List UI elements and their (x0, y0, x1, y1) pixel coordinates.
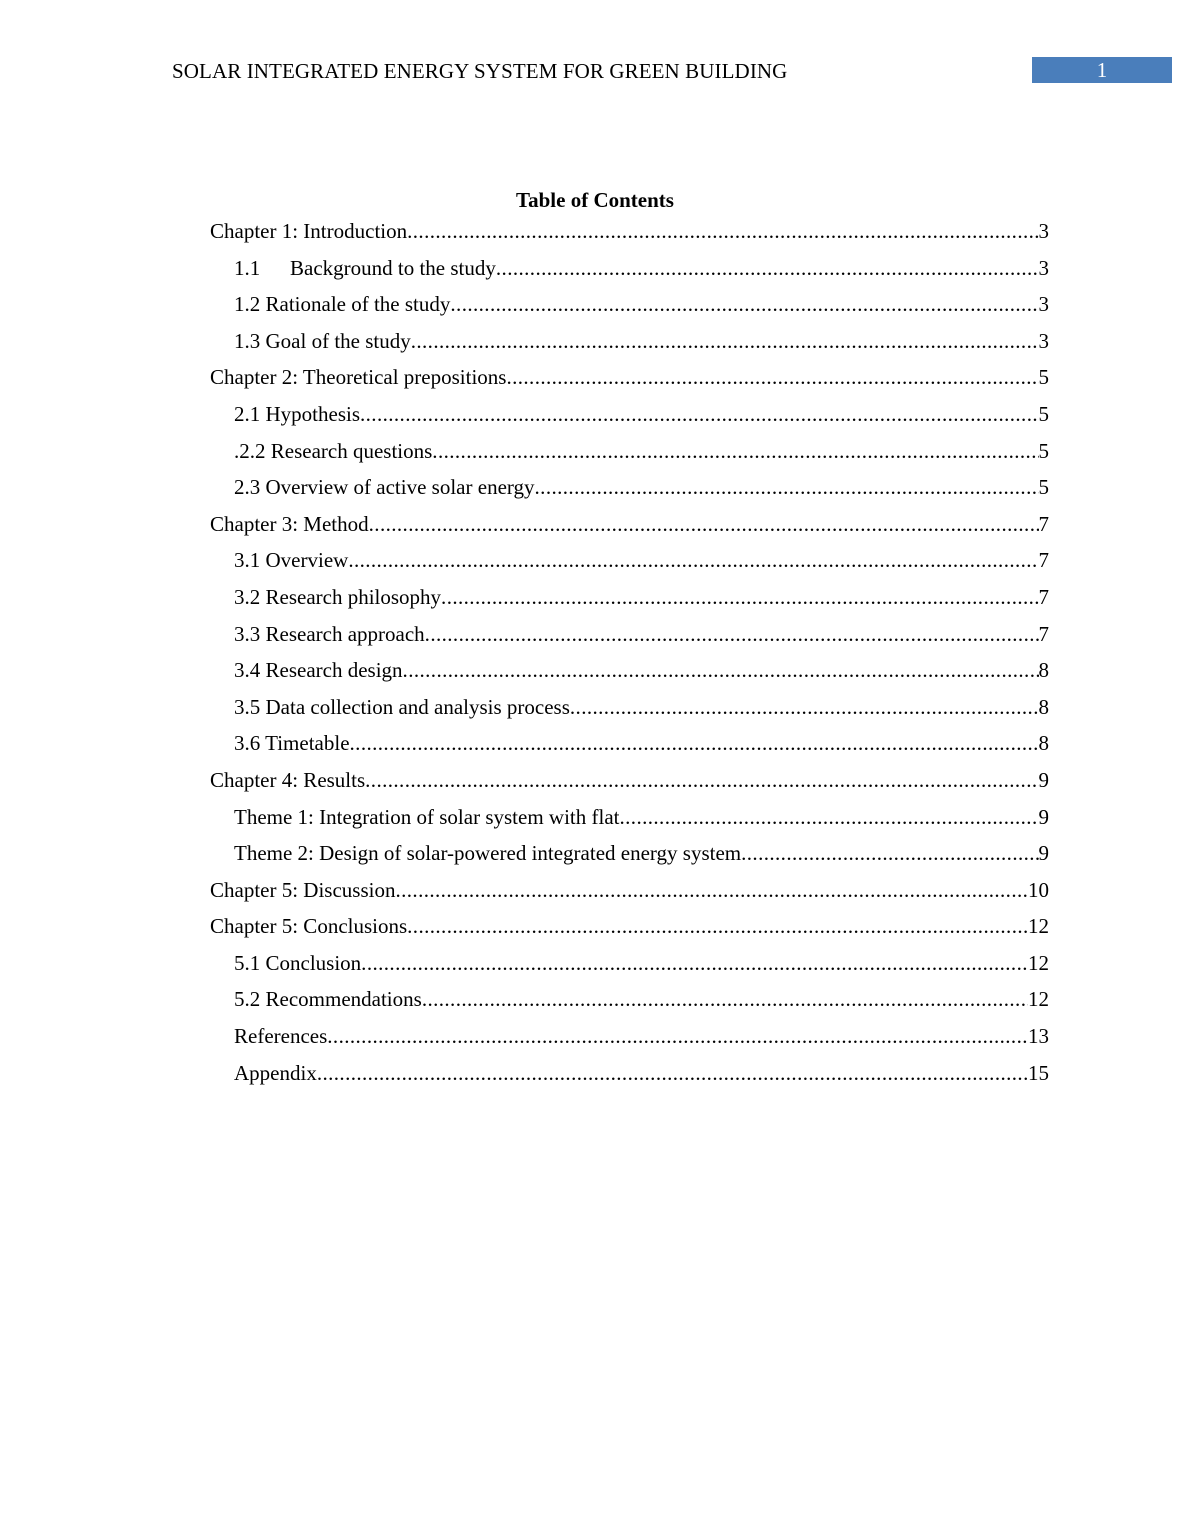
toc-dot-leader (361, 950, 1028, 977)
toc-entry-label: .2.2 Research questions (234, 438, 433, 463)
toc-dot-leader (741, 840, 1038, 867)
toc-dot-leader (365, 767, 1038, 794)
toc-dot-leader (327, 1023, 1028, 1050)
toc-entry-label: Chapter 2: Theoretical prepositions (210, 365, 507, 390)
toc-entry-3-6[interactable] (210, 730, 1049, 767)
toc-entry-text: Background to the study (290, 255, 496, 280)
toc-dot-leader (432, 438, 1038, 465)
toc-entry-label: Chapter 5: Conclusions (210, 914, 408, 939)
toc-entry-chapter-3[interactable] (210, 511, 1049, 548)
toc-dot-leader (317, 1060, 1028, 1087)
toc-entry-chapter-4[interactable] (210, 767, 1049, 804)
toc-dot-leader (535, 474, 1039, 501)
toc-entry-page: 7 (1038, 548, 1049, 573)
toc-heading: Table of Contents (516, 188, 674, 212)
toc-dot-leader (570, 694, 1039, 721)
toc-entry-label: 3.2 Research philosophy (234, 584, 442, 609)
toc-entry-label: Theme 2: Design of solar-powered integrated energy system (234, 841, 742, 866)
table-of-contents (210, 218, 1049, 1096)
toc-entry-2-3[interactable] (210, 474, 1049, 511)
toc-entry-page: 9 (1038, 841, 1049, 866)
toc-entry-page: 10 (1028, 877, 1049, 902)
toc-dot-leader (411, 328, 1039, 355)
toc-entry-page: 3 (1038, 292, 1049, 317)
toc-entry-number: 1.1 (234, 255, 261, 280)
toc-entry-page: 7 (1038, 511, 1049, 536)
toc-entry-3-4[interactable] (210, 657, 1049, 694)
toc-entry-1-2[interactable] (210, 291, 1049, 328)
toc-entry-theme-2[interactable] (210, 840, 1049, 877)
toc-entry-page: 3 (1038, 219, 1049, 243)
toc-dot-leader (425, 621, 1039, 648)
toc-entry-page: 5 (1038, 401, 1049, 426)
toc-dot-leader (441, 584, 1038, 611)
page-number-badge: 1 (1032, 57, 1172, 83)
toc-entry-label: Chapter 1: Introduction (210, 219, 408, 243)
toc-entry-page: 9 (1038, 767, 1049, 792)
toc-entry-label: 3.4 Research design (234, 658, 403, 683)
toc-entry-chapter-5-discussion[interactable] (210, 877, 1049, 914)
toc-entry-5-1[interactable] (210, 950, 1049, 987)
toc-dot-leader (496, 255, 1039, 282)
toc-dot-leader (348, 547, 1038, 574)
toc-dot-leader (360, 401, 1039, 428)
toc-entry-label: Theme 1: Integration of solar system with flat (234, 804, 620, 829)
toc-entry-label: 1.2 Rationale of the study (234, 292, 451, 317)
toc-entry-page: 5 (1038, 438, 1049, 463)
toc-entry-3-3[interactable] (210, 621, 1049, 658)
toc-entry-label: 2.3 Overview of active solar energy (234, 475, 535, 500)
toc-entry-label: Chapter 4: Results (210, 767, 366, 792)
toc-entry-page: 15 (1028, 1060, 1049, 1085)
toc-entry-references[interactable] (210, 1023, 1049, 1060)
toc-entry-page: 3 (1038, 255, 1049, 280)
toc-dot-leader (407, 913, 1028, 940)
toc-entry-label: 3.3 Research approach (234, 621, 425, 646)
toc-entry-page: 3 (1038, 328, 1049, 353)
toc-entry-page: 8 (1038, 694, 1049, 719)
toc-dot-leader (620, 804, 1039, 831)
toc-dot-leader (407, 218, 1038, 245)
toc-entry-page: 9 (1038, 804, 1049, 829)
toc-entry-3-1[interactable] (210, 547, 1049, 584)
toc-entry-label: Appendix (234, 1060, 317, 1085)
toc-entry-label: 5.1 Conclusion (234, 950, 362, 975)
toc-entry-label: Chapter 5: Discussion (210, 877, 396, 902)
toc-dot-leader (422, 986, 1028, 1013)
toc-dot-leader (450, 291, 1038, 318)
toc-entry-label (234, 255, 496, 282)
toc-entry-chapter-2[interactable] (210, 364, 1049, 401)
toc-entry-label: 3.1 Overview (234, 548, 349, 573)
toc-dot-leader (369, 511, 1039, 538)
toc-entry-chapter-1[interactable] (210, 218, 1049, 255)
toc-entry-page: 12 (1028, 914, 1049, 939)
toc-dot-leader (506, 364, 1038, 391)
toc-entry-1-1[interactable] (210, 255, 1049, 292)
toc-entry-page: 8 (1038, 731, 1049, 756)
toc-entry-label: Chapter 3: Method (210, 511, 369, 536)
toc-entry-page: 13 (1028, 1024, 1049, 1049)
toc-entry-page: 7 (1038, 621, 1049, 646)
toc-entry-page: 5 (1038, 475, 1049, 500)
toc-entry-3-2[interactable] (210, 584, 1049, 621)
toc-dot-leader (403, 657, 1039, 684)
toc-entry-appendix[interactable] (210, 1060, 1049, 1097)
toc-dot-leader (395, 877, 1028, 904)
toc-entry-page: 12 (1028, 950, 1049, 975)
toc-entry-page: 8 (1038, 658, 1049, 683)
toc-entry-3-5[interactable] (210, 694, 1049, 731)
toc-entry-1-3[interactable] (210, 328, 1049, 365)
toc-entry-2-1[interactable] (210, 401, 1049, 438)
toc-entry-label: 3.5 Data collection and analysis process (234, 694, 570, 719)
toc-dot-leader (350, 730, 1039, 757)
toc-entry-page: 7 (1038, 584, 1049, 609)
toc-entry-chapter-5-conclusions[interactable] (210, 913, 1049, 950)
toc-entry-page: 12 (1028, 987, 1049, 1012)
toc-entry-2-2[interactable] (210, 438, 1049, 475)
toc-entry-5-2[interactable] (210, 986, 1049, 1023)
toc-entry-label: 2.1 Hypothesis (234, 401, 360, 426)
toc-entry-page: 5 (1038, 365, 1049, 390)
toc-entry-theme-1[interactable] (210, 804, 1049, 841)
toc-entry-label: 1.3 Goal of the study (234, 328, 411, 353)
toc-entry-label: 5.2 Recommendations (234, 987, 422, 1012)
toc-entry-label: 3.6 Timetable (234, 731, 350, 756)
running-header-title: SOLAR INTEGRATED ENERGY SYSTEM FOR GREEN BUILDING (172, 59, 788, 83)
toc-entry-label: References (234, 1024, 328, 1049)
